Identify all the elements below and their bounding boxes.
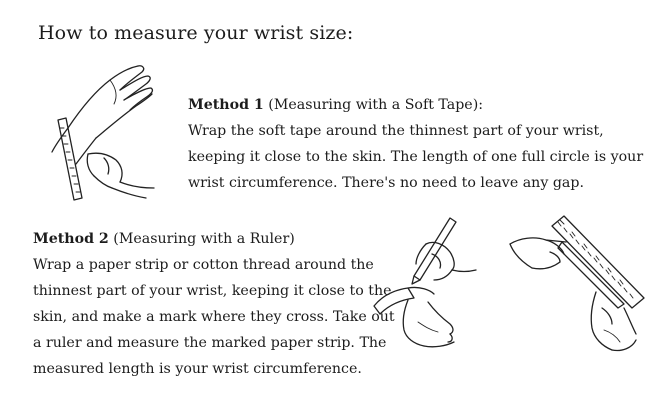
method-2-line: a ruler and measure the marked paper strip. The: [33, 335, 387, 351]
method-1-section: [188, 92, 658, 196]
method-1-line: Wrap the soft tape around the thinnest part of your wrist,: [188, 123, 604, 139]
method-1-label: Method 1: [188, 97, 264, 113]
method-1-line: keeping it close to the skin. The length of one full circle is your: [188, 149, 644, 165]
method-2-section: [33, 226, 395, 382]
method-2-subtitle: (Measuring with a Ruler): [108, 231, 295, 247]
method-2-label: Method 2: [33, 231, 109, 247]
method-1-heading: [188, 92, 658, 118]
method-2-line: skin, and make a mark where they cross. Take out: [33, 309, 395, 325]
method-1-subtitle: (Measuring with a Soft Tape):: [263, 97, 484, 113]
method-2-line: measured length is your wrist circumference.: [33, 361, 362, 377]
method-2-line: thinnest part of your wrist, keeping it close to the: [33, 283, 392, 299]
hand-marking-paper-strip-icon: [368, 210, 488, 360]
method-2-heading: [33, 226, 363, 252]
page-title: How to measure your wrist size:: [38, 22, 354, 44]
hand-with-soft-tape-icon: [38, 58, 163, 208]
hand-with-ruler-icon: [506, 212, 656, 360]
method-2-line: Wrap a paper strip or cotton thread around the: [33, 257, 374, 273]
method-1-line: wrist circumference. There's no need to leave any gap.: [188, 175, 584, 191]
